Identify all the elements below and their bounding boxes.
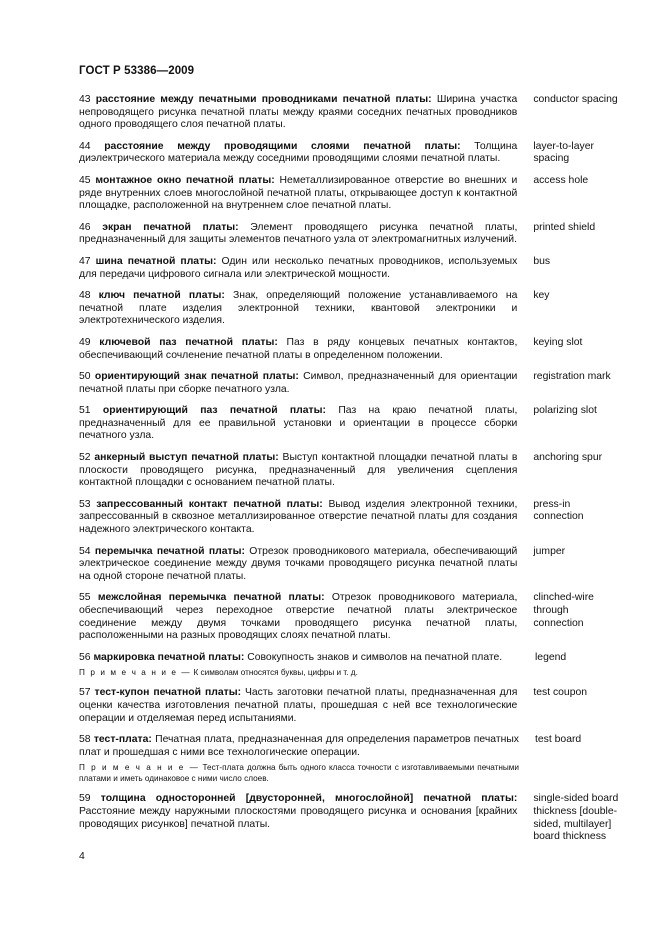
term-entry [79,546,619,584]
english-equivalent: legend [535,651,567,663]
term-definition: Совокупность знаков и символов на печатной плате. [247,651,503,663]
note-text: Тест-плата должна быть одного класса точности с изготавливаемыми печатными платами и иметь одинаковое с ними число слоев. [79,763,519,784]
english-equivalent: key [533,290,550,302]
page-number: 4 [79,851,85,862]
term-name: тест-купон печатной платы: [94,687,242,699]
term-definition: Паз в ряду концевых печатных контактов, обеспечивающий сочленение печатной платы в определенном положении. [79,336,518,361]
document-header: ГОСТ Р 53386—2009 [79,65,195,77]
english-equivalent: polarizing slot [533,405,597,417]
english-equivalent: layer-to-layer spacing [533,140,594,165]
term-definition: Элемент проводящего рисунка печатной платы, предназначенный для защиты элементов печатного узла от электромагнитных излучений. [79,221,518,246]
term-name: запрессованный контакт печатной платы: [96,498,323,510]
term-definition-block [79,687,517,725]
term-name: ключевой паз печатной платы: [99,336,278,348]
term-name: перемычка печатной платы: [94,545,245,557]
note-prefix: П р и м е ч а н и е — [79,763,200,773]
term-definition: Ширина участка непроводящего рисунка печатной платы между краями соседних печатных проводников одного проводящего слоя печатной платы. [79,94,518,131]
term-name: шина печатной платы: [95,255,217,267]
term-entry [79,592,619,642]
term-number: 46 [79,221,91,233]
note-text: К символам относятся буквы, цифры и т. д. [193,668,358,678]
term-definition: Знак, определяющий положение устанавливаемого на печатной плате изделия электронной техники, квантовой электроники и электротехнического изделия. [79,290,518,327]
english-equivalent: bus [533,255,551,267]
term-number: 45 [79,174,91,186]
term-number: 43 [79,94,91,105]
term-definition: Расстояние между наружными плоскостями проводящего рисунка и основания [крайних проводящих рисунков] печатной платы. [79,805,518,830]
term-number: 55 [79,592,91,604]
term-definition-block [79,371,517,396]
term-entry [79,652,619,679]
term-definition: Символ, предназначенный для ориентации печатной платы при сборке печатного узла. [79,371,518,395]
english-equivalent: access hole [533,174,589,186]
term-definition-block [79,546,517,584]
term-number: 54 [79,545,91,557]
terms-list [79,94,619,853]
term-number: 51 [79,405,91,417]
term-definition: Печатная плата, предназначенная для определения параметров печатных плат и прошедшая с ними все технологические операции. [79,734,519,758]
term-definition: Отрезок проводникового материала, обеспечивающий электрическое соединение между двумя точками проводящего рисунка печатной платы на одной стороне печатной платы. [79,545,518,582]
english-equivalent: test coupon [533,687,588,699]
term-definition: Часть заготовки печатной платы, предназначенная для оценки качества изготовления печатной платы, прошедшая с ней все технологические операции и отделяемая перед испытаниями. [79,687,518,724]
english-equivalent: conductor spacing [533,94,618,105]
term-number: 49 [79,336,91,348]
term-name: межслойная перемычка печатной платы: [97,592,325,604]
term-entry [79,256,619,281]
term-definition: Толщина диэлектрического материала между соседними проводящими слоями печатной платы. [79,140,518,165]
term-definition: Паз на краю печатной платы, предназначенный для ее правильной установки и ориентации в процессе сборки печатного узла. [79,405,518,442]
term-name: ключ печатной платы: [98,290,225,302]
english-equivalent: keying slot [533,336,583,348]
english-equivalent: clinched-wire through connection [533,592,594,629]
term-number: 44 [79,140,91,152]
term-definition: Неметаллизированное отверстие во внешних и ряде внутренних слоев многослойной печатной платы, открывающее доступ к контактной площадке, расположенной на внутреннем слое печатной платы. [79,174,518,212]
term-definition-block [79,499,517,537]
term-name: расстояние между печатными проводниками печатной платы: [95,94,432,105]
term-number: 58 [79,734,91,746]
term-definition: Вывод изделия электронной техники, запрессованный в сквозное металлизированное отверстие печатной платы для создания надежного электрического контакта. [79,498,518,536]
term-definition-block [79,405,517,443]
term-name: тест-плата: [93,734,152,746]
term-entry [79,499,619,537]
english-equivalent: printed shield [533,221,596,233]
term-entry [79,371,619,396]
term-definition: Отрезок проводникового материала, обеспечивающий через переходное отверстие печатной платы электрическое соединение между двумя точками проводящего рисунка печатной платы, расположенными на разных проводящих слоях печатной платы. [79,592,518,642]
term-name: ориентирующий знак печатной платы: [94,371,299,383]
term-definition-block [79,337,517,362]
english-equivalent: registration mark [533,371,611,383]
term-entry [79,687,619,725]
term-definition-block [79,652,519,679]
term-definition-block [79,734,519,784]
term-name: экран печатной платы: [102,221,239,233]
term-entry [79,94,619,132]
term-name: анкерный выступ печатной платы: [94,452,279,464]
term-name: монтажное окно печатной платы: [95,174,275,186]
term-name: толщина односторонней [двусторонней, многослойной] печатной платы: [100,793,518,805]
note-prefix: П р и м е ч а н и е — [79,668,192,678]
term-definition-block [79,290,517,328]
term-name: маркировка печатной платы: [93,651,245,663]
term-definition-block [79,222,517,247]
term-entry [79,141,619,166]
english-equivalent: anchoring spur [533,452,603,464]
term-number: 47 [79,255,91,267]
term-entry [79,734,619,784]
term-entry [79,405,619,443]
term-definition-block [79,452,517,490]
english-equivalent: press-in connection [533,498,584,523]
english-equivalent: single-sided board thickness [double-sided, multilayer] board thickness [533,793,619,843]
term-definition-block [79,175,517,213]
term-name: расстояние между проводящими слоями печатной платы: [104,140,461,152]
term-definition-block [79,141,517,166]
term-note [79,762,519,784]
term-note [79,667,519,678]
term-entry [79,290,619,328]
term-entry [79,337,619,362]
term-number: 50 [79,371,91,383]
term-definition-block [79,94,517,132]
term-definition: Один или несколько печатных проводников, используемых для передачи цифрового сигнала или электрической мощности. [79,255,518,280]
term-entry [79,222,619,247]
term-entry [79,793,619,843]
term-number: 59 [79,793,91,805]
term-number: 52 [79,452,91,464]
term-number: 48 [79,290,91,302]
english-equivalent: jumper [533,545,566,557]
term-entry [79,452,619,490]
term-entry [79,175,619,213]
term-name: ориентирующий паз печатной платы: [102,405,326,417]
term-number: 56 [79,651,91,663]
term-definition: Выступ контактной площадки печатной платы в плоскости проводящего рисунка, предназначенный для увеличения сцепления контактной площадки с основанием печатной платы. [79,452,518,489]
term-number: 57 [79,687,91,699]
term-definition-block [79,793,517,843]
term-definition-block [79,592,517,642]
english-equivalent: test board [535,734,582,746]
term-number: 53 [79,498,91,510]
term-definition-block [79,256,517,281]
